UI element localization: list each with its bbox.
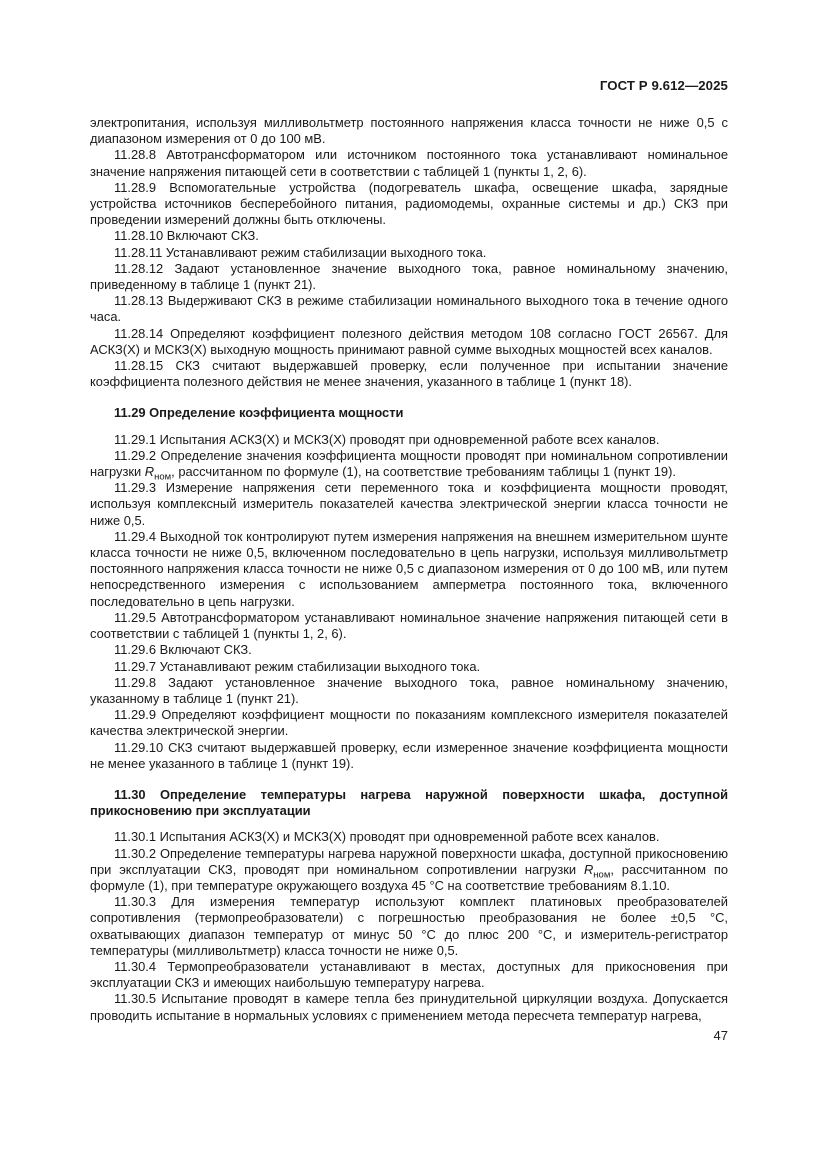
paragraph: 11.28.8 Автотрансформатором или источником постоянного тока устанавливают номинальное значение напряжения питающей сети в соответствии с таблицей 1 (пункты 1, 2, 6). — [90, 147, 728, 179]
paragraph-text: , рассчитанном по формуле (1), при температуре окружающего воздуха 45 °С на соответствие требованиям 8.1.10. — [90, 861, 728, 893]
paragraph: 11.29.7 Устанавливают режим стабилизации выходного тока. — [114, 658, 481, 674]
paragraph: 11.29.10 СКЗ считают выдержавшей проверку, если измеренное значение коэффициента мощности не менее указанного в таблице 1 (пункт 19). — [90, 739, 728, 771]
section-heading-11-30: 11.30 Определение температуры нагрева наружной поверхности шкафа, доступной прикосновению при эксплуатации — [90, 786, 728, 819]
paragraph: 11.29.8 Задают установленное значение выходного тока, равное номинальному значению, указанному в таблице 1 (пункт 21). — [90, 674, 728, 706]
symbol-r: R — [144, 464, 155, 480]
paragraph: 11.30.1 Испытания АСКЗ(Х) и МСКЗ(Х) проводят при одновременной работе всех каналов. — [114, 829, 660, 845]
paragraph-text: 11.29.2 Определение значения коэффициента мощности проводят при номинальном сопротивлении нагрузки — [90, 447, 728, 480]
paragraph: электропитания, используя милливольтметр постоянного напряжения класса точности не ниже 0,5 с диапазоном измерения от 0 до 100 мВ. — [90, 115, 728, 147]
paragraph-text: 11.30.2 Определение температуры нагрева наружной поверхности шкафа, доступной прикосновению при эксплуатации СКЗ, проводят при номинальном сопротивлении нагрузки — [90, 845, 728, 877]
paragraph: 11.29.9 Определяют коэффициент мощности по показаниям комплексного измерителя показателей качества электрической энергии. — [90, 707, 728, 739]
document-designation: ГОСТ Р 9.612—2025 — [599, 78, 728, 93]
paragraph: 11.28.10 Включают СКЗ. — [114, 228, 259, 244]
paragraph: 11.30.3 Для измерения температур используют комплект платиновых преобразователей сопротивления (термопреобразователи) с погрешностью преобразования не более ±0,5 °С, охватывающих диапазон температур от минус 50 °С до плюс 200 °С, и измеритель-регистратор температуры (милливольтметр) класса точности не ниже 0,5. — [90, 894, 728, 958]
paragraph: 11.28.9 Вспомогательные устройства (подогреватель шкафа, освещение шкафа, зарядные устройства источников бесперебойного питания, радиомодемы, охранные системы и др.) СКЗ при проведении измерений должны быть отключены. — [90, 179, 728, 228]
paragraph: 11.29.1 Испытания АСКЗ(Х) и МСКЗ(Х) проводят при одновременной работе всех каналов. — [114, 431, 660, 447]
page-number: 47 — [713, 1028, 728, 1043]
paragraph: 11.28.11 Устанавливают режим стабилизации выходного тока. — [114, 244, 487, 260]
paragraph-text: , рассчитанном по формуле (1), на соответствие требованиям таблицы 1 (пункт 19). — [171, 464, 676, 480]
paragraph: 11.30.4 Термопреобразователи устанавливают в местах, доступных для прикосновения при эксплуатации СКЗ и имеющих наибольшую температуру нагрева. — [90, 958, 728, 991]
paragraph: 11.29.5 Автотрансформатором устанавливают номинальное значение напряжения питающей сети в соответствии с таблицей 1 (пункты 1, 2, 6). — [90, 609, 728, 642]
paragraph: 11.29.3 Измерение напряжения сети переменного тока и коэффициента мощности проводят, используя комплексный измеритель показателей качества электрической энергии класса точности не ниже 0,5. — [90, 480, 728, 528]
symbol-subscript: ном — [154, 471, 172, 483]
paragraph — [90, 447, 728, 483]
symbol-subscript: ном — [593, 869, 611, 881]
page-body — [90, 115, 728, 1024]
symbol-r: R — [583, 861, 594, 877]
paragraph — [90, 846, 728, 895]
section-heading-11-29: 11.29 Определение коэффициента мощности — [114, 405, 404, 421]
paragraph: 11.28.13 Выдерживают СКЗ в режиме стабилизации номинального выходного тока в течение одного часа. — [90, 293, 728, 325]
paragraph: 11.28.12 Задают установленное значение выходного тока, равное номинальному значению, приведенному в таблице 1 (пункт 21). — [90, 260, 728, 293]
paragraph: 11.29.6 Включают СКЗ. — [114, 642, 252, 658]
paragraph: 11.30.5 Испытание проводят в камере тепла без принудительной циркуляции воздуха. Допускается проводить испытание в нормальных условиях с применением метода пересчета температур нагрева, — [90, 991, 728, 1023]
paragraph: 11.29.4 Выходной ток контролируют путем измерения напряжения на внешнем измерительном шунте класса точности не ниже 0,5, включенном последовательно в цепь нагрузки, используя милливольтметр постоянного напряжения класса точности не ниже 0,5 с диапазоном измерения от 0 до 100 мВ, или путем непосредственного измерения с использованием амперметра постоянного тока, включенного последовательно в цепь нагрузки. — [90, 528, 728, 609]
paragraph: 11.28.15 СКЗ считают выдержавшей проверку, если полученное при испытании значение коэффициента полезного действия не менее значения, указанного в таблице 1 (пункт 18). — [90, 358, 728, 390]
paragraph: 11.28.14 Определяют коэффициент полезного действия методом 108 согласно ГОСТ 26567. Для АСКЗ(Х) и МСКЗ(Х) выходную мощность принимают равной сумме выходных мощностей всех каналов. — [90, 325, 728, 357]
